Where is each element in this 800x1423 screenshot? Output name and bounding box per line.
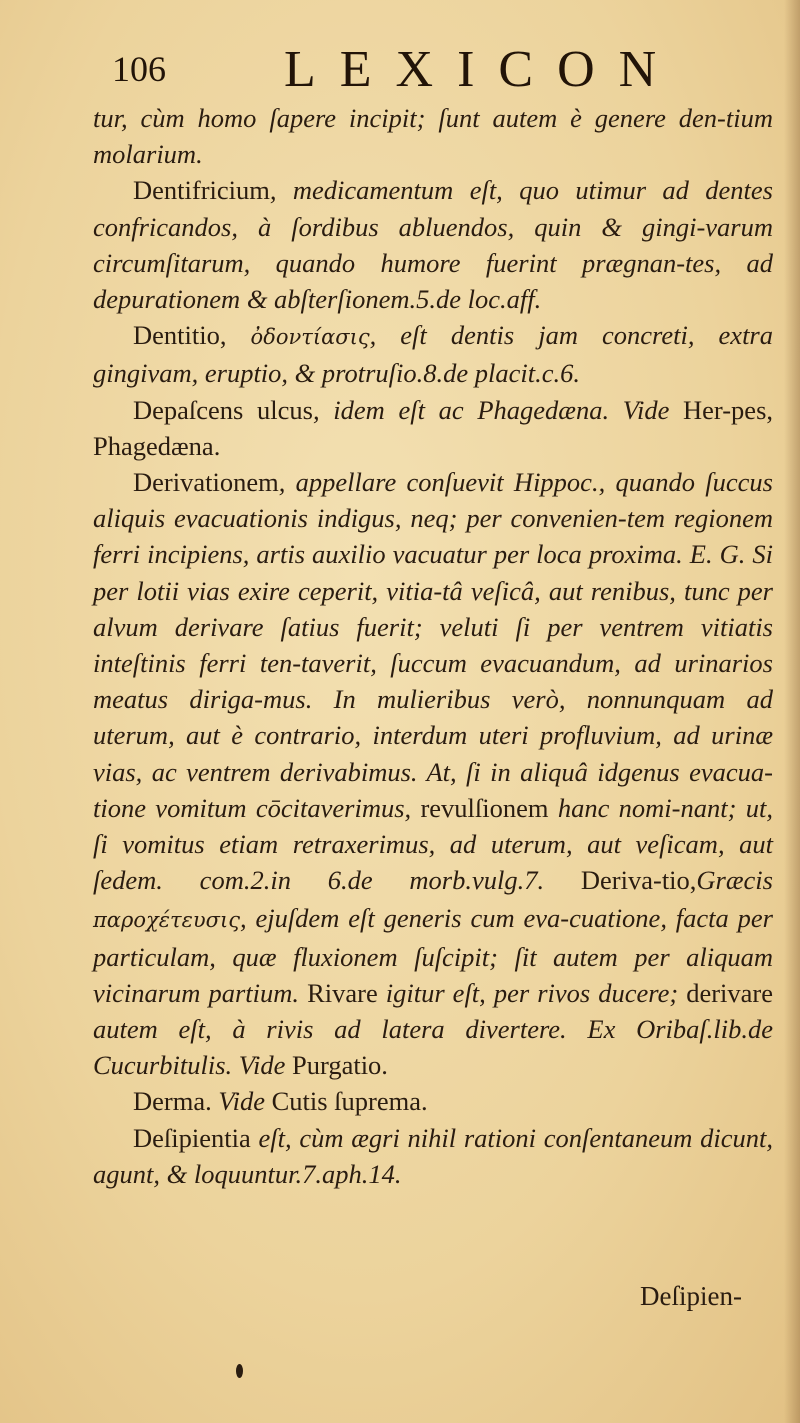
entry-depascens xyxy=(93,392,773,464)
entry-text: igitur eſt, per rivos ducere; xyxy=(377,977,679,1008)
ink-speck xyxy=(236,1364,243,1378)
page-header xyxy=(112,40,712,98)
entry-headword: Derma. xyxy=(133,1086,212,1117)
entry-text: , appellare conſuevit Hippoc., quando ſuccus aliquis evacuationis indigus, neq; per convenien-tem regionem ferri incipiens, artis auxilio vacuatur per loca proxima. E. G. Si per lotii vias exire ceperit, vitia-tâ veſicâ, aut renibus, tunc per alvum derivare ſatius fuerit; veluti ſi per ventrem vitiatis inteſtinis ferri ten-taverit, ſuccum evacuandum, ad urinarios meatus diriga-mus. In mulieribus verò, nonnunquam ad uterum, aut è contrario, interdum uteri profluvium, ad urinæ vias, ac ventrem derivabimus. At, ſi in aliquâ idgenus evacua-tione vomitum cōcitaverimus, xyxy=(93,467,773,823)
entry-dentitio xyxy=(93,317,773,391)
inline-term: revulſionem xyxy=(411,792,549,823)
entry-text: Vide xyxy=(211,1086,265,1117)
entry-text: Græcis xyxy=(696,865,773,896)
entry-desipientia xyxy=(93,1120,773,1192)
greek-term: ὀδοντίασις xyxy=(250,325,370,350)
cross-reference: Purgatio. xyxy=(285,1050,388,1081)
entry-text: , eſt dentis jam concreti, extra gingivam, eruptio, & protruſio.8.de placit.c.6. xyxy=(93,320,773,389)
catchword: Deſipien- xyxy=(640,1281,742,1311)
inline-term: Rivare xyxy=(299,977,378,1008)
entry-headword: Dentifricium xyxy=(133,175,270,206)
entry-text: eſt, cùm ægri nihil rationi conſentaneum dicunt, agunt, & loquuntur.7.aph.14. xyxy=(93,1122,773,1189)
running-title: LEXICON xyxy=(284,41,681,98)
entry-text: hanc nomi-nant; ut, ſi vomitus etiam retraxerimus, ad uterum, aut veſicam, aut ſedem. com.2.in 6.de morb.vulg.7. xyxy=(93,792,773,896)
entry-derma xyxy=(93,1083,773,1119)
entry-headword: Depaſcens ulcus xyxy=(133,394,313,425)
greek-term: παροχέτευσις xyxy=(93,908,240,933)
entry-headword: Deſipientia xyxy=(133,1122,251,1153)
page-number: 106 xyxy=(112,49,166,89)
page-text xyxy=(93,100,773,1192)
entry-headword: Dentitio xyxy=(133,320,220,351)
entry-continuation xyxy=(93,100,773,172)
entry-text: , medicamentum eſt, quo utimur ad dentes confricandos, à ſordibus abluendos, quin & gingi-varum circumſitarum, quando humore fuerint prægnan-tes, ad depurationem & abſterſionem.5.de loc.aff. xyxy=(93,175,773,315)
entry-text: autem eſt, à rivis ad latera divertere. Ex Oribaſ.lib.de Cucurbitulis. Vide xyxy=(93,1014,773,1081)
entry-separator: , xyxy=(219,320,251,351)
cross-reference: Her-pes, Phagedæna. xyxy=(93,394,774,461)
entry-headword: Derivationem xyxy=(133,467,279,498)
inline-term: Deriva-tio, xyxy=(544,865,697,896)
entry-text: , ejuſdem eſt generis cum eva-cuatione, facta per particulam, quæ fluxionem ſuſcipit; ſit autem per aliquam vicinarum partium. xyxy=(93,903,773,1008)
inline-term: derivare xyxy=(678,977,774,1008)
entry-text: tur, cùm homo ſapere incipit; ſunt autem è genere den-tium molarium. xyxy=(93,103,773,170)
entry-dentifricium xyxy=(93,172,773,317)
entry-text: , idem eſt ac Phagedæna. Vide xyxy=(312,394,670,425)
entry-derivatio xyxy=(93,464,773,1083)
cross-reference: Cutis ſuprema. xyxy=(264,1086,428,1117)
